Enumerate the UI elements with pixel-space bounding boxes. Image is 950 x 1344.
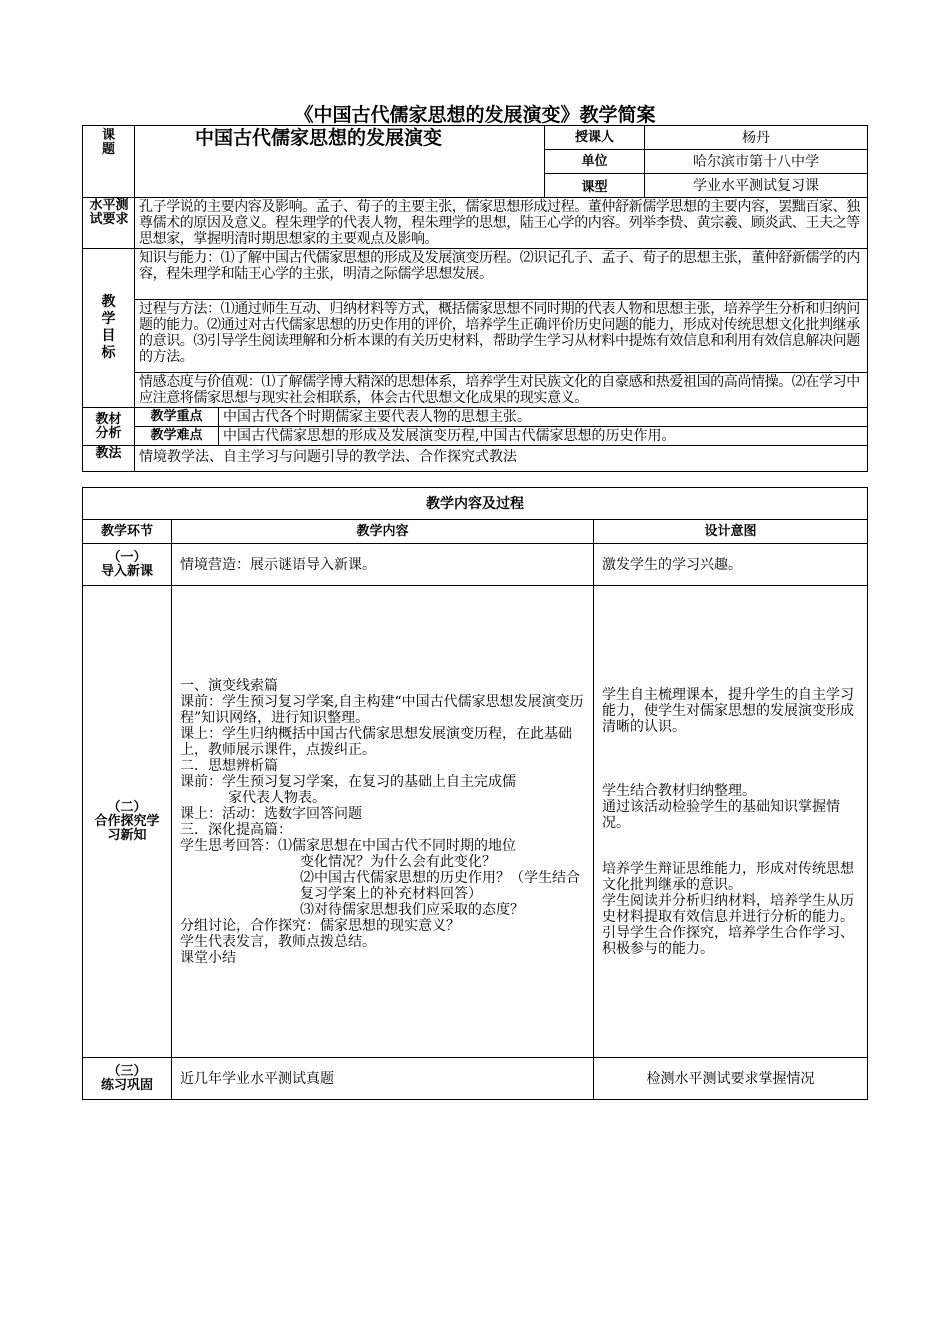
difficulty-text: 中国古代儒家思想的形成及发展演变历程,中国古代儒家思想的历史作用。 [219,427,868,446]
stage-1 [83,544,172,586]
process-section-title: 教学内容及过程 [83,488,868,520]
stage-2 [83,586,172,1058]
content-line: 学生思考回答：⑴儒家思想在中国古代不同时期的地位 [180,837,516,854]
intent-line: 学生自主梳理课本，提升学生的自主学习能力，使学生对儒家思想的发展演变形成清晰的认识。 [602,686,854,735]
content-line: 分组讨论，合作探究：儒家思想的现实意义？ [180,917,460,934]
content-line: 学生代表发言，教师点拨总结。 [180,933,376,950]
stage-2-content [172,586,594,1058]
content-line: 课堂小结 [180,949,236,966]
stage-1-content: 情境营造：展示谜语导入新课。 [172,544,594,586]
stage-3-num: （三） [107,1063,147,1079]
requirements-text: 孔子学说的主要内容及影响。孟子、荀子的主要主张，儒家思想形成过程。董仲舒新儒学思想的主要内容，罢黜百家、独尊儒术的原因及意义。程朱理学的代表人物，程朱理学的思想，陆王心学的内容。列举李贽、黄宗羲、顾炎武、王夫之等思想家，掌握明清时期思想家的主要观点及影响。 [135,198,868,249]
method-text: 情境教学法、自主学习与问题引导的教学法、合作探究式教法 [135,446,868,472]
intent-line: 学生阅读并分析归纳材料，培养学生从历史材料提取有效信息并进行分析的能力。 [602,892,854,925]
content-line: 家代表人物表。 [228,789,326,806]
col-stage-header: 教学环节 [83,520,172,544]
teacher-value: 杨丹 [645,126,868,150]
stage-1-intent: 激发学生的学习兴趣。 [594,544,868,586]
content-line: 二．思想辨析篇 [180,757,278,774]
unit-label: 单位 [545,150,645,174]
stage-1-name: 导入新课 [100,563,153,579]
content-line: 课上：活动：选数字回答问题 [180,805,362,822]
col-intent-header: 设计意图 [594,520,868,544]
topic-title: 中国古代儒家思想的发展演变 [135,126,545,198]
stage-3-content: 近几年学业水平测试真题 [172,1058,594,1100]
type-value: 学业水平测试复习课 [645,174,868,198]
content-line: 一、演变线索篇 [180,677,278,694]
plan-table [82,125,868,472]
teacher-label: 授课人 [545,126,645,150]
content-line: 三．深化提高篇： [180,821,292,838]
intent-line: 培养学生辩证思维能力，形成对传统思想文化批判继承的意识。 [602,860,854,893]
content-line: ⑶对待儒家思想我们应采取的态度？ [300,901,524,918]
col-content-header: 教学内容 [172,520,594,544]
content-line: 变化情况？为什么会有此变化？ [300,853,496,870]
analysis-label: 教材分析 [83,408,135,446]
key-point-label: 教学重点 [135,408,219,427]
method-label: 教法 [83,446,135,472]
stage-3 [83,1058,172,1100]
requirements-label: 水平测试要求 [83,198,135,249]
stage-2-num: （二） [107,799,147,815]
stage-3-intent: 检测水平测试要求掌握情况 [594,1058,868,1100]
process-table [82,487,868,1100]
goal-process: 过程与方法：⑴通过师生互动、归纳材料等方式，概括儒家思想不同时期的代表人物和思想主张，培养学生分析和归纳问题的能力。⑵通过对古代儒家思想的历史作用的评价，培养学生正确评价历史问题的能力，形成对传统思想文化批判继承的意识。⑶引导学生阅读理解和分析本课的有关历史材料，帮助学生学习从材料中提炼有效信息和利用有效信息解决问题的方法。 [135,300,868,373]
stage-1-num: （一） [107,549,147,565]
intent-line: 通过该活动检验学生的基础知识掌握情况。 [602,798,840,831]
goal-knowledge: 知识与能力：⑴了解中国古代儒家思想的形成及发展演变历程。⑵识记孔子、孟子、荀子的思想主张，董仲舒新儒学的内容，程朱理学和陆王心学的主张，明清之际儒学思想发展。 [135,249,868,300]
document-title: 《中国古代儒家思想的发展演变》教学简案 [294,104,656,126]
goal-emotion: 情感态度与价值观：⑴了解儒学博大精深的思想体系，培养学生对民族文化的自豪感和热爱祖国的高尚情操。⑵在学习中应注意将儒家思想与现实社会相联系，体会古代思想文化成果的现实意义。 [135,373,868,408]
content-line: 课上：学生归纳概括中国古代儒家思想发展演变历程，在此基础上，教师展示课件，点拨纠正。 [180,725,572,758]
unit-value: 哈尔滨市第十八中学 [645,150,868,174]
type-label: 课型 [545,174,645,198]
topic-label: 课题 [83,126,135,198]
stage-2-intent [594,586,868,1058]
intent-line: 引导学生合作探究，培养学生合作学习、积极参与的能力。 [602,924,854,957]
stage-3-name: 练习巩固 [100,1077,153,1093]
intent-line: 学生结合教材归纳整理。 [602,782,756,799]
difficulty-label: 教学难点 [135,427,219,446]
content-line: ⑵中国古代儒家思想的历史作用？（学生结合复习学案上的补充材料回答） [300,869,580,902]
content-line: 课前：学生预习复习学案，在复习的基础上自主完成儒 [180,773,516,790]
goals-label: 教学目标 [83,249,135,408]
key-point-text: 中国古代各个时期儒家主要代表人物的思想主张。 [219,408,868,427]
stage-2-name: 合作探究学习新知 [94,813,160,843]
content-line: 课前：学生预习复习学案,自主构建“中国古代儒家思想发展演变历程”知识网络，进行知识整理。 [180,693,584,726]
